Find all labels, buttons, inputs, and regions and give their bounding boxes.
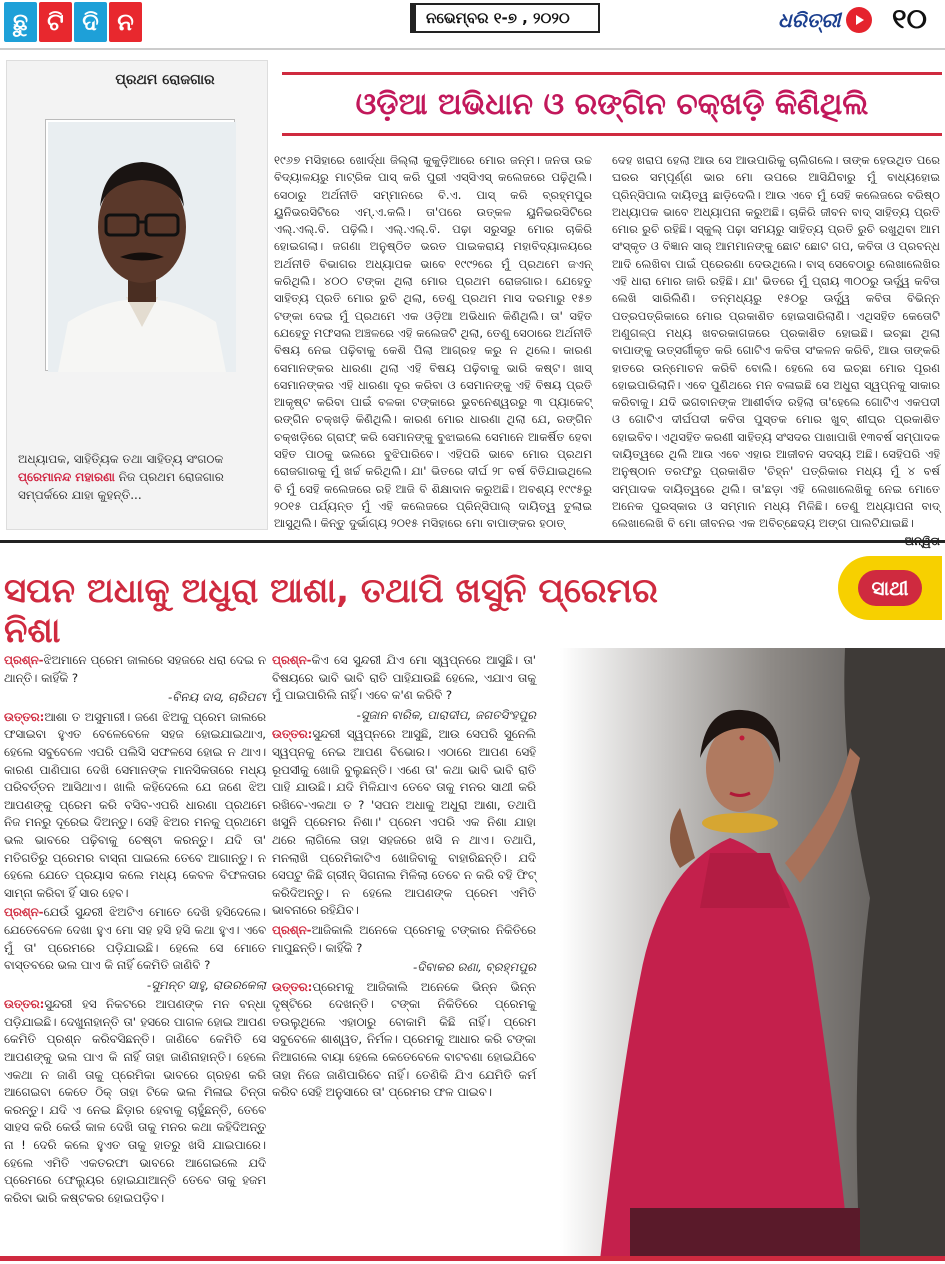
answer: ଉତ୍ତର:ସୁନ୍ଦରୀ ହସ ନିକଟରେ ଆପଣଙ୍କ ମନ ବନ୍ଧା ପଡ଼ିଯାଇଛି। ଦେଖୁନାହାନ୍ତି ତା' ହସରେ ପାଗଳ ହୋଇ ଆପଣ କେମିତି ପ୍ରଶ୍ନ କରିବସିଛନ୍ତି। ଜାଣିବେ କେମିତି ସେ ଆପଣଙ୍କୁ ଭଲ ପାଏ କି ନାହିଁ ତାହା ଜାଣିନାହାନ୍ତି। ହେଲେ ଏକଥା ନ ଜାଣି ତାକୁ ପ୍ରେମିକା ଭାବରେ ଗ୍ରହଣ କରି ଆଗେଇବା କେତେ ଠିକ୍ ତାହା ଟିକେ ଭଲ ମିଳାଇ ଚିନ୍ତା କରନ୍ତୁ। ଯଦି ଏ ନେଇ ଛିଡ଼ାର ହେବାକୁ ଚାହୁଁଛନ୍ତି, ତେବେ ସାହସ କରି କେଉଁ କାଳ ଦେଖି ତାକୁ ମନର କଥା କହିଦିଅନ୍ତୁ ନା ! ଦେରି କଲେ ହୁଏତ ତାକୁ ହାତରୁ ଖସି ଯାଇପାରେ। ହେଲେ ଏମିତି ଏକତରଫା ଭାବରେ ଆଗେଇଲେ ଯଦି ପ୍ରେମରେ ଫେଲ୍ୟୁର ହୋଇଯାଆନ୍ତି ତେବେ ତାକୁ ହଜମ କରିବା ଭାରି କଷ୍ଟକର ହୋଇପଡ଼ିବ।: [4, 997, 266, 1205]
section-logo: [4, 2, 142, 42]
caption-text: ଅଧ୍ୟାପକ, ସାହିତ୍ୟିକ ତଥା ସାହିତ୍ୟ ସଂଗଠକ: [18, 452, 224, 466]
question-label: ପ୍ରଶ୍ନ-: [4, 905, 44, 920]
badge-label: ସାଥୀ: [858, 570, 923, 606]
brand-name: ଧରିତ୍ରୀ: [778, 8, 841, 32]
question-attribution: -ସୁଜାନ ବାରିକ, ପାରାଦୀପ, ଜଗତସିଂହପୁର: [356, 707, 536, 722]
article-column: ୧୯୬୭ ମସିହାରେ ଖୋର୍ଦ୍ଧା ଜିଲ୍ଲା କୁକୁଡ଼ିଆରେ ମୋର ଜନ୍ମ। ଜନତା ଉଚ୍ଚ ବିଦ୍ୟାଳୟରୁ ମାଟ୍ରିକ ପାସ୍ କରି ପୁରୀ ଏସ୍‌ସିଏସ୍ କଲେଜରେ ପଢ଼ିଥିଲି। ସେଠାରୁ ଅର୍ଥନୀତି ସମ୍ମାନରେ ବି.ଏ. ପାସ୍ କରି ବ୍ରହ୍ମପୁର ୟୁନିଭରସିଟିରେ ଏମ୍.ଏ.କଲି। ତା'ପରେ ଉତ୍କଳ ୟୁନିଭରସିଟିରେ ଏଲ୍.ଏଲ୍.ବି. ପଢ଼ିଲି। ଏଲ୍.ଏଲ୍.ବି. ପଢ଼ା ସରୁସରୁ ମୋର ଚାକିରି ହୋଇଗଲା। ଜଗଣା ଅନୁଷ୍ଠିତ ଭରତ ପାଇକରାୟ ମହାବିଦ୍ୟାଳୟରେ ଅର୍ଥନୀତି ବିଭାଗର ଅଧ୍ୟାପକ ଭାବେ ୧୯୯୨ରେ ମୁଁ ପ୍ରଥମେ ଜଏନ୍ କରିଥିଲି। ୪୦୦ ଟଙ୍କା ଥିଲା ମୋର ପ୍ରଥମ ରୋଜଗାର। ଯେହେତୁ ସାହିତ୍ୟ ପ୍ରତି ମୋର ରୁଚି ଥିଲା, ତେଣୁ ପ୍ରଥମ ମାସ ଦରମାରୁ ୧୫୭ ଟଙ୍କା ଦେଇ ମୁଁ ପ୍ରଥମେ ଏକ ଓଡ଼ିଆ ଅଭିଧାନ କିଣିଥିଲି। ତା' ସହିତ ଯେହେତୁ ମଫସଲ ଅଞ୍ଚଳରେ ଏହି କଲେଜଟି ଥିଲା, ତେଣୁ ସେଠାରେ ଅର୍ଥନୀତି ବିଷୟ ନେଇ ପଢ଼ିବାକୁ କେଶି ପିଲା ଆଗ୍ରହ କରୁ ନ ଥିଲେ। କାରଣ ସେମାନଙ୍କର ଧାରଣା ଥିଲା ଏହି ବିଷୟ ପଢ଼ିବାକୁ ଭାରି କଷ୍ଟ। ଖାସ୍ ସେମାନଙ୍କର ଏହି ଧାରଣା ଦୂର କରିବା ଓ ସେମାନଙ୍କୁ ଏହି ବିଷୟ ପ୍ରତି ଆକୃଷ୍ଟ କରିବା ପାଇଁ ବଳକା ଟଙ୍କାରେ ଭୁବନେଶ୍ୱରରୁ ୩ ପ୍ୟାକେଟ୍ ରଙ୍ଗିନ ଚକ୍‌ଖଡ଼ି କିଣିଥିଲି। କାରଣ ମୋର ଧାରଣା ଥିଲା ଯେ, ରଙ୍ଗିନ ଚକ୍‌ଖଡ଼ିରେ ଗ୍ରାଫ୍ କରି ସେମାନଙ୍କୁ ବୁଝାଇଲେ ସେମାନେ ଆକର୍ଷିତ ହେବା ସହିତ ପାଠକୁ ଭଲରେ ବୁଝିପାରିବେ। ଏହିପରି ଭାବେ ମୋର ପ୍ରଥମ ରୋଜଗାରକୁ ମୁଁ ଖର୍ଚ୍ଚ କରିଥିଲି। ଯା' ଭିତରେ ଦୀର୍ଘ ୨୮ ବର୍ଷ ବିତିଯାଇଥିଲେ ବି ମୁଁ ସେହି କଲେଜରେ ରହି ଆଜି ବି ଶିକ୍ଷାଦାନ କରୁଅଛି। ଅବଶ୍ୟ ୧୯୯୫ରୁ ୨୦୧୫ ପର୍ଯ୍ୟନ୍ତ ମୁଁ ଏହି କଲେଜରେ ପ୍ରିନ୍ସିପାଲ୍ ଦାୟିତ୍ୱ ତୁଲାଇ ଆସୁଥିଲି। କିନ୍ତୁ ଦୁର୍ଭାଗ୍ୟ ୨୦୧୫ ମସିହାରେ ମୋ ବାପାଙ୍କର ହଠାତ୍: [274, 153, 592, 531]
question-label: ପ୍ରଶ୍ନ-: [272, 653, 312, 667]
logo-tile: ଛୁ: [4, 2, 37, 42]
question-label: ପ୍ରଶ୍ନ-: [272, 922, 312, 937]
question-attribution: -ଦିବାକର ରଣା, ବ୍ରହ୍ମପୁର: [412, 960, 536, 975]
question: ପ୍ରଶ୍ନ-ଯେଉଁ ସୁନ୍ଦରୀ ଝିଅଟିଏ ମୋତେ ଦେଖି ହସିଦେଲେ। ଯେତେବେଳେ ଦେଖା ହୁଏ ମୋ ସହ ହସି ହସି କଥା ହୁଏ। ଏବେ ମୁଁ ତା' ପ୍ରେମରେ ପଡ଼ିଯାଇଛି। ହେଲେ ସେ ମୋତେ ବାସ୍ତବରେ ଭଲ ପାଏ କି ନାହିଁ କେମିତି ଜାଣିବି ?: [4, 905, 266, 973]
author-caption: [18, 450, 258, 504]
section-badge: [838, 556, 942, 620]
issue-date: ନଭେମ୍ବର ୧-୭ , ୨୦୨୦: [410, 3, 600, 33]
answer-label: ଉତ୍ତର:: [272, 727, 313, 742]
play-icon: [846, 7, 872, 33]
question: ପ୍ରଶ୍ନ-କିଏ ସେ ସୁନ୍ଦରୀ ଯିଏ ମୋ ସ୍ୱପ୍ନରେ ଆସୁଛି। ତା' ବିଷୟରେ ଭାବି ଭାବି ରାତି ପାହିଯାଉଛି ହେଲେ, ଏଯାଏ ତାକୁ ମୁଁ ପାଇପାରିଲି ନାହିଁ। ଏବେ କ'ଣ କରିବି ?: [272, 653, 536, 703]
answer: ଉତ୍ତର:ଆଶା ତ ଅସୁମାରୀ। ଜଣେ ଝିଅକୁ ପ୍ରେମ ଜାଲରେ ଫସାଇବା ହୁଏତ ବେଳେବେଳେ ସହଜ ହୋଇଯାଇଥାଏ, ହେଲେ ସବୁବେଳେ ଏପରି ପଲିସି ସଫଳସେ ହୋଇ ନ ଥାଏ। କାରଣ ପାଣିପାଗ ଦେଖି ସେମାନଙ୍କ ମାନସିକତାରେ ମଧ୍ୟ ପରିବର୍ତ୍ତନ ଆସିଥାଏ। ଖାଲି କହିଦେଲେ ଯେ ଜଣେ ଝିଅ ଆପଣଙ୍କୁ ପ୍ରେମ କରି ବସିବ-ଏପରି ଧାରଣା ପ୍ରଥମେ ନିଜ ମନରୁ ଦୂରେଇ ଦିଅନ୍ତୁ। ସେହି ଝିଅର ମନକୁ ପ୍ରଥମେ ଭଲ ଭାବରେ ପଢ଼ିବାକୁ ଚେଷ୍ଟା କରନ୍ତୁ। ଯଦି ତା' ମତିଗତିରୁ ପ୍ରେମର ବାସ୍ନା ପାଇଲେ ତେବେ ଆଗାନ୍ତୁ। ନ ହେଲେ ଯେତେ ପ୍ରୟାସ କଲେ ମଧ୍ୟ କେବଳ ବିଫଳତାର ସାମ୍ନା କରିବା ହିଁ ସାର ହେବ।: [4, 709, 266, 900]
model-photo: [560, 648, 945, 1260]
kicker: ପ୍ରଥମ ରୋଜଗାର: [115, 72, 215, 88]
caption-text: ନିଜ ପ୍ରଥମ ରୋଜଗାର ସମ୍ପର୍କରେ ଯାହା କୁହନ୍ତି...: [18, 470, 224, 502]
logo-tile: ନ: [109, 2, 142, 42]
footer-line: [0, 1256, 945, 1261]
logo-tile: ଟି: [39, 2, 72, 42]
author-portrait: [46, 120, 234, 370]
question: ପ୍ରଶ୍ନ-ଆଜିକାଲି ଅନେକେ ପ୍ରେମକୁ ଟଙ୍କାର ନିକିତିରେ ମାପୁଛନ୍ତି। କାହିଁକି ?: [272, 922, 536, 955]
answer-label: ଉତ୍ତର:: [4, 709, 45, 724]
logo-tile: ଦି: [74, 2, 107, 42]
page-number: ୧୦: [892, 2, 927, 35]
answer: ଉତ୍ତର:ପ୍ରେମକୁ ଆଜିକାଲି ଅନେକେ ଭିନ୍ନ ଭିନ୍ନ ଦୃଷ୍ଟିରେ ଦେଖନ୍ତି। ଟଙ୍କା ନିକିତିରେ ପ୍ରେମକୁ ତଉଲୁଥିଲେ ଏହାଠାରୁ ବୋକାମି କିଛି ନାହିଁ। ପ୍ରେମ ସବୁବେଳେ ଶାଶ୍ୱତ, ନିର୍ମଳ। ପ୍ରେମକୁ ଆଧାର କରି ଟଙ୍କା ନିଆଗଲେ ବାୟା ହେଲେ କେତେବେଳେ ବାଟବଣା ହୋଇଯିବେ ତାହା ନିଜେ ଜାଣିପାରିବେ ନାହିଁ। ତେଣିକି ଯିଏ ଯେମିତି କର୍ମ କରିବ ସେହି ଅନୁସାରେ ତା' ପ୍ରେମର ଫଳ ପାଇବ।: [272, 979, 536, 1100]
answer: ଉତ୍ତର:ସୁନ୍ଦରୀ ସ୍ୱପ୍ନରେ ଆସୁଛି, ଆଉ ସେପରି ସୁନେଲି ସ୍ୱପ୍ନକୁ ନେଇ ଆପଣ ବିଭୋର। ଏଠାରେ ଆପଣ ସେହି ରୂପସୀକୁ ଖୋଜି ବୁଲୁଛନ୍ତି। ଏଣେ ତା' କଥା ଭାବି ଭାବି ରାତି ପାହି ଯାଉଛି। ଯଦି ମିଳିଯାଏ ତେବେ ତାକୁ ମନର ସାଥୀ କରି ରଖିବେ-ଏକଥା ତ ? 'ସପନ ଅଧାକୁ ଅଧୁରା ଆଶା, ତଥାପି ଖସୁନି ପ୍ରେମର ନିଶା।' ପ୍ରେମ ଏପରି ଏକ ନିଶା ଯାହା ଥରେ ଲାଗିଲେ ତାହା ସହଜରେ ଖସି ନ ଥାଏ। ତଥାପି, ମନଲାଖି ପ୍ରେମିକାଟିଏ ଖୋଜିବାକୁ ବାହାରିଛନ୍ତି। ଯଦି ସେପଟୁ କିଛି ଗ୍ରୀନ୍ ସିଗନାଲ ମିଳିଲା ତେବେ ନ କରି ବହି ଫିଟ୍ କରିଦିଅନ୍ତୁ। ନ ହେଲେ ଆପଣଙ୍କ ପ୍ରେମ ଏମିତି ଭାବନାରେ ରହିଯିବ।: [272, 727, 536, 918]
author-name: ପ୍ରେମାନନ୍ଦ ମହାରଣା: [18, 470, 115, 484]
question-attribution: -ସୁମନ୍ତ ସାହୁ, ରାଉରକେଲା: [146, 977, 266, 992]
answer-label: ଉତ୍ତର:: [272, 979, 313, 994]
answer-label: ଉତ୍ତର:: [4, 997, 45, 1012]
divider: [0, 48, 945, 50]
question-attribution: -ବିନୟ ଦାସ, ଚାରିପଟା: [168, 690, 266, 705]
newspaper-brand: [778, 4, 878, 36]
feature-headline: ସପନ ଅଧାକୁ ଅଧୁରା ଆଶା, ତଥାପି ଖସୁନି ପ୍ରେମର ନିଶା: [4, 571, 658, 651]
question-label: ପ୍ରଶ୍ନ-: [4, 653, 44, 667]
question: ପ୍ରଶ୍ନ-ଝିଅମାନେ ପ୍ରେମ ଜାଲରେ ସହଜରେ ଧରା ଦେଇ ନ ଥାନ୍ତି। କାହିଁକି ?: [4, 653, 266, 685]
column-text: ଦେହ ଖରାପ ହେଲା ଆଉ ସେ ଆଉପାରିକୁ ଚାଲିଗଲେ। ତାଙ୍କ ହେଉଥିତ ପରେ ଘରର ସମ୍ପୂର୍ଣ୍ଣ ଭାର ମୋ ଉପରେ ଆସିଯିବାରୁ ମୁଁ ବାଧ୍ୟହୋଇ ପ୍ରିନ୍ସିପାଲ ଦାୟିତ୍ୱ ଛାଡ଼ିଦେଲି। ଆଉ ଏବେ ମୁଁ ସେହି କଲେଜରେ ବରିଷ୍ଠ ଅଧ୍ୟାପକ ଭାବେ ଅଧ୍ୟାପନା କରୁଅଛି। ଚାକିରି ଜୀବନ ବାଦ୍ ସାହିତ୍ୟ ପ୍ରତି ମୋର ରୁଚି ରହିଛି। ସ୍କୁଲ୍ ପଢ଼ା ସମୟରୁ ସାହିତ୍ୟ ପ୍ରତି ରୁଚି ରଖୁଥିବା ଆମ ସଂସ୍କୃତ ଓ ବିଜ୍ଞାନ ସାର୍ ଆମମାନଙ୍କୁ ଛୋଟ ଛୋଟ ଗପ, କବିତା ଓ ପ୍ରବନ୍ଧ ଆଦି ଲେଖିବା ପାଇଁ ପ୍ରେରଣା ଦେଉଥିଲେ। ବାସ୍ ସେବେଠାରୁ ଲେଖାଲେଖିର ଏହି ଧାରା ମୋର ଜାରି ରହିଛି। ଯା' ଭିତରେ ମୁଁ ପ୍ରାୟ ୩୦୦ରୁ ଊର୍ଦ୍ଧ୍ୱ କବିତା ଲେଖି ସାରିଲିଣି। ତନ୍ମଧ୍ୟରୁ ୧୫୦ରୁ ଊର୍ଦ୍ଧ୍ୱ କବିତା ବିଭିନ୍ନ ପତ୍ରପତ୍ରିକାରେ ମୋର ପ୍ରକାଶିତ ହୋଇସାରିଲାଣି। ଏଥିସହିତ କେତୋଟି ଅଣୁଗଳ୍ପ ମଧ୍ୟ ଖବରକାଗଜରେ ପ୍ରକାଶିତ ହୋଇଛି। ଇଚ୍ଛା ଥିଲା ବାପାଙ୍କୁ ଉତ୍ସର୍ଗୀକୃତ କରି ଗୋଟିଏ କବିତା ସଂକଳନ କରିବି, ଆଉ ତାଙ୍କରି ହାତରେ ଉନ୍ମୋଚନ କରିବି ବୋଲି। ହେଲେ ସେ ଇଚ୍ଛା ମୋର ପୂରଣ ହୋଇପାରିଲାନି। ଏବେ ପୁଣିଥରେ ମନ ବଳାଇଛି ସେ ଅଧୁରା ସ୍ୱପ୍ନକୁ ସାକାର କରିବାକୁ। ଯଦି ଭଗବାନଙ୍କ ଆଶୀର୍ବାଦ ରହିଲା ତା'ହେଲେ ଗୋଟିଏ ଏକପଦୀ ଓ ଗୋଟିଏ ଦୀର୍ଘପଦୀ କବିତା ପୁସ୍ତକ ମୋର ଖୁବ୍ ଶୀଘ୍ର ପ୍ରକାଶିତ ହୋଇବିବ। ଏଥିସହିତ କରଣୀ ସାହିତ୍ୟ ସଂସଦର ପାଖାପାଖି ୧୩ବର୍ଷ ସମ୍ପାଦକ ଦାୟିତ୍ୱରେ ଥିଲି ଆଉ ଏବେ ଏହାର ଆଜୀବନ ସଦସ୍ୟ ଅଛି। ସେହିପରି ଏହି ଅନୁଷ୍ଠାନ ତରଫରୁ ପ୍ରକାଶିତ 'ଚିହ୍ନ' ପତ୍ରିକାର ମଧ୍ୟ ମୁଁ ୪ ବର୍ଷ ସମ୍ପାଦକ ଦାୟିତ୍ୱରେ ଥିଲି। ତା'ଛଡ଼ା ଏହି ଲେଖାଲେଖିକୁ ନେଇ ମୋତେ ଅନେକ ପୁରସ୍କାର ଓ ସମ୍ମାନ ମଧ୍ୟ ମିଳିଛି। ତେଣୁ ଅଧ୍ୟାପନା ବାଦ୍ ଲେଖାଲେଖି ବି ମୋ ଜୀବନର ଏକ ଅବିଚ୍ଛେଦ୍ୟ ଅଙ୍ଗ ପାଲଟିଯାଇଛି।: [612, 153, 940, 531]
qa-column: [4, 652, 266, 1256]
qa-column: [272, 652, 536, 1256]
section-divider: [0, 540, 945, 543]
article-headline: ଓଡ଼ିଆ ଅଭିଧାନ ଓ ରଙ୍ଗିନ ଚକ୍‌ଖଡ଼ି କିଣିଥିଲି: [282, 72, 942, 136]
article-column: [612, 152, 940, 530]
